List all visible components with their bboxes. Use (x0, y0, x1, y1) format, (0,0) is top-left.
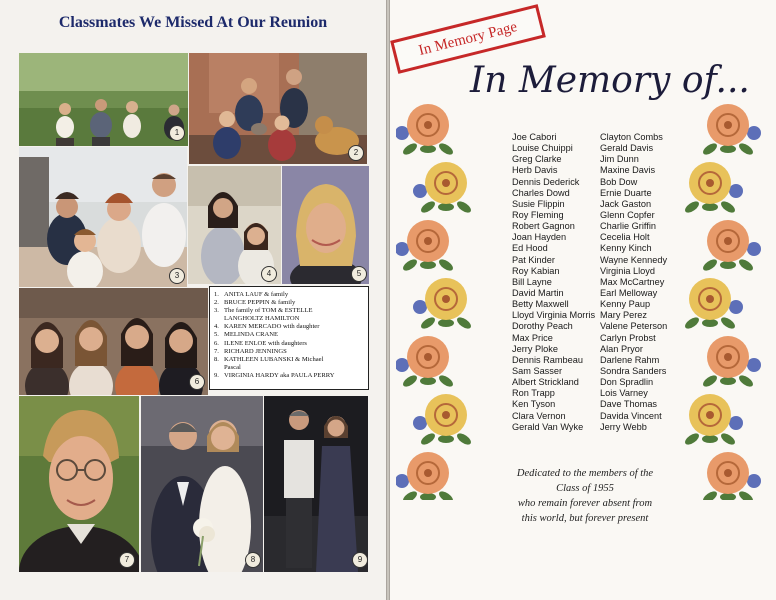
legend-text: KAREN MERCADO with daughter (224, 323, 320, 331)
leaf-shape (438, 319, 454, 327)
rose-center-shape (424, 237, 432, 245)
memorial-name: Earl Melloway (600, 287, 658, 298)
blue-flower-shape (396, 474, 409, 488)
leaf-shape (720, 261, 736, 269)
leaf-shape (437, 373, 455, 389)
memorial-name: Darlene Rahm (600, 354, 660, 365)
legend-item (214, 356, 365, 364)
memorial-name: Jack Gaston (600, 198, 652, 209)
photo-number: 4 (261, 266, 277, 282)
memorial-names-column-1 (512, 132, 595, 433)
photo-9 (264, 396, 368, 572)
legend-item (214, 331, 365, 339)
photo-number: 1 (169, 125, 185, 141)
memorial-name: Mary Perez (600, 310, 647, 321)
leaf-shape (683, 315, 701, 331)
memorial-name: Greg Clarke (512, 154, 562, 165)
rose-center-shape (424, 121, 432, 129)
rose-center-shape (724, 353, 732, 361)
legend-text: RICHARD JENNINGS (224, 347, 287, 355)
memorial-name: Dorothy Peach (512, 321, 573, 332)
leaf-shape (438, 203, 454, 211)
memorial-name: Don Spradlin (600, 377, 654, 388)
floral-garland (680, 100, 762, 500)
blue-flower-shape (413, 416, 427, 430)
legend-number: 3. (214, 307, 219, 315)
leaf-shape (737, 257, 755, 273)
memorial-name: Maxine Davis (600, 165, 656, 176)
legend-text: BRUCE PEPPIN & family (224, 299, 296, 307)
leaf-shape (438, 435, 454, 443)
photo-legend (209, 286, 369, 390)
legend-item (214, 348, 365, 356)
legend-text: The family of TOM & ESTELLE (224, 307, 313, 315)
leaf-shape (419, 431, 437, 447)
memorial-name: Dennis Dederick (512, 176, 580, 187)
memorial-name: Roy Kabian (512, 265, 560, 276)
memorial-name: Max McCartney (600, 276, 665, 287)
rose-center-shape (706, 179, 714, 187)
leaf-shape (455, 315, 473, 331)
floral-border-left (396, 100, 478, 500)
leaf-shape (437, 141, 455, 157)
leaf-shape (420, 377, 436, 385)
legend-number: 8. (214, 355, 219, 363)
leaf-shape (401, 141, 419, 157)
leaf-shape (702, 203, 718, 211)
memorial-names-column-2 (600, 132, 667, 433)
photo-number: 6 (189, 374, 205, 390)
memorial-name: Ken Tyson (512, 399, 556, 410)
leaf-shape (455, 199, 473, 215)
photo-4 (188, 166, 281, 284)
memorial-name: Sondra Sanders (600, 365, 667, 376)
dedication-line: Class of 1955 (556, 483, 614, 494)
leaf-shape (420, 145, 436, 153)
memorial-name: Alan Pryor (600, 343, 643, 354)
memorial-name: Valene Peterson (600, 321, 668, 332)
legend-item (214, 307, 365, 315)
memorial-name: Glenn Copfer (600, 209, 655, 220)
memorial-name: Lois Varney (600, 388, 648, 399)
legend-number: 9. (214, 371, 219, 379)
memorial-name: Louise Chuippi (512, 143, 573, 154)
photo-3 (19, 147, 187, 287)
photo-1 (19, 53, 188, 146)
blue-flower-shape (729, 184, 743, 198)
legend-number: 7. (214, 347, 219, 355)
memorial-name: Robert Gagnon (512, 221, 575, 232)
blue-flower-shape (396, 126, 409, 140)
memorial-name: Wayne Kennedy (600, 254, 668, 265)
legend-item (214, 291, 365, 299)
photo-number: 3 (169, 268, 185, 284)
memorial-name: Clayton Combs (600, 132, 663, 142)
memorial-name: Gerald Davis (600, 143, 654, 154)
memorial-name: Kenny Paup (600, 299, 651, 310)
memorial-name: Davida Vincent (600, 410, 662, 421)
legend-text: LANGHOLTZ HAMILTON (224, 315, 300, 323)
memorial-name: Charles Dowd (512, 187, 570, 198)
photo-2 (189, 53, 367, 164)
memorial-name: Cecelia Holt (600, 232, 650, 243)
legend-item (214, 372, 365, 380)
floral-garland (396, 100, 478, 500)
leaf-shape (719, 315, 737, 331)
legend-number: 1. (214, 291, 219, 298)
rose-center-shape (424, 353, 432, 361)
leaf-shape (719, 431, 737, 447)
memorial-name: David Martin (512, 287, 564, 298)
leaf-shape (437, 257, 455, 273)
leaf-shape (401, 489, 419, 500)
memorial-name: Lloyd Virginia Morris (512, 310, 596, 321)
legend-number: 4. (214, 323, 219, 331)
leaf-shape (737, 489, 755, 500)
legend-item (214, 323, 365, 331)
rose-center-shape (442, 179, 450, 187)
blue-flower-shape (413, 300, 427, 314)
legend-number: 5. (214, 331, 219, 339)
leaf-shape (719, 199, 737, 215)
floral-border-right (680, 100, 762, 500)
leaf-shape (420, 493, 436, 500)
legend-text: MELINDA CRANE (224, 331, 279, 339)
dedication-line: Dedicated to the members of the (516, 468, 654, 479)
memorial-name: Betty Maxwell (512, 299, 569, 310)
legend-item (214, 315, 365, 323)
rose-center-shape (424, 469, 432, 477)
page-title: Classmates We Missed At Our Reunion (58, 14, 328, 31)
memorial-name: Jim Dunn (600, 154, 639, 165)
leaf-shape (419, 315, 437, 331)
memorial-name: Bill Layne (512, 276, 552, 287)
legend-text: ANITA LAUF & family (224, 291, 289, 298)
leaf-shape (701, 257, 719, 273)
legend-number: 2. (214, 299, 219, 307)
photo-number: 9 (352, 552, 368, 568)
memorial-name: Kenny Kinch (600, 243, 652, 254)
memorial-title: In Memory of... (470, 60, 750, 101)
rose-center-shape (724, 121, 732, 129)
leaf-shape (437, 489, 455, 500)
photo-number: 5 (351, 266, 367, 282)
leaf-shape (701, 373, 719, 389)
blue-flower-shape (729, 300, 743, 314)
rose-center-shape (724, 237, 732, 245)
rose-center-shape (706, 411, 714, 419)
leaf-shape (420, 261, 436, 269)
blue-flower-shape (747, 242, 761, 256)
memorial-name: Susie Flippin (512, 198, 565, 209)
photo-number: 7 (119, 552, 135, 568)
blue-flower-shape (396, 358, 409, 372)
photo-number: 8 (245, 552, 261, 568)
legend-number: 6. (214, 339, 219, 347)
rose-center-shape (724, 469, 732, 477)
leaf-shape (455, 431, 473, 447)
photo-number: 2 (348, 145, 364, 161)
memorial-name: Joe Cabori (512, 132, 557, 142)
leaf-shape (737, 373, 755, 389)
blue-flower-shape (413, 184, 427, 198)
memorial-name: Joan Hayden (512, 232, 567, 243)
blue-flower-shape (747, 126, 761, 140)
leaf-shape (720, 493, 736, 500)
leaf-shape (701, 489, 719, 500)
memorial-name: Max Price (512, 332, 553, 343)
photo-6 (19, 288, 208, 395)
rose-center-shape (706, 295, 714, 303)
memorial-name: Ed Hood (512, 243, 548, 254)
legend-text: VIRGINIA HARDY aka PAULA PERRY (224, 371, 335, 379)
memorial-name: Bob Dow (600, 176, 638, 187)
leaf-shape (702, 435, 718, 443)
leaf-shape (401, 373, 419, 389)
legend-item (214, 299, 365, 307)
memorial-name: Ernie Duarte (600, 187, 652, 198)
leaf-shape (720, 377, 736, 385)
blue-flower-shape (729, 416, 743, 430)
memorial-name: Dennis Rambeau (512, 354, 583, 365)
memorial-name: Jerry Webb (600, 421, 647, 432)
photo-7 (19, 396, 139, 572)
in-memory-stamp: In Memory Page (390, 4, 546, 74)
leaf-shape (737, 141, 755, 157)
photo-8 (141, 396, 263, 572)
memorial-name: Charlie Griffin (600, 221, 656, 232)
legend-list (214, 291, 365, 380)
leaf-shape (683, 431, 701, 447)
legend-text: KATHLEEN LUBANSKI & Michael (224, 355, 324, 363)
legend-text: Pascal (224, 363, 241, 371)
leaf-shape (419, 199, 437, 215)
dedication-text (495, 466, 675, 526)
memorial-name: Ron Trapp (512, 388, 555, 399)
memorial-name: Sam Sasser (512, 365, 563, 376)
memorial-name: Jerry Ploke (512, 343, 558, 354)
rose-center-shape (442, 411, 450, 419)
rose-center-shape (442, 295, 450, 303)
leaf-shape (401, 257, 419, 273)
blue-flower-shape (747, 358, 761, 372)
leaf-shape (683, 199, 701, 215)
leaf-shape (701, 141, 719, 157)
memorial-name: Roy Fleming (512, 209, 564, 220)
memorial-name: Carlyn Probst (600, 332, 656, 343)
legend-item (214, 364, 365, 372)
leaf-shape (720, 145, 736, 153)
dedication-line: this world, but forever present (521, 513, 649, 524)
blue-flower-shape (747, 474, 761, 488)
memorial-name: Herb Davis (512, 165, 558, 176)
blue-flower-shape (396, 242, 409, 256)
legend-text: ILENE ENLOE with daughters (224, 339, 307, 347)
memorial-name: Gerald Van Wyke (512, 421, 584, 432)
memorial-name: Dave Thomas (600, 399, 658, 410)
memorial-name: Clara Vernon (512, 410, 566, 421)
photo-5 (282, 166, 369, 284)
memorial-name: Pat Kinder (512, 254, 555, 265)
memorial-name: Albert Strickland (512, 377, 579, 388)
leaf-shape (702, 319, 718, 327)
legend-item (214, 340, 365, 348)
memorial-name: Virginia Lloyd (600, 265, 655, 276)
dedication-line: who remain forever absent from (517, 498, 653, 509)
